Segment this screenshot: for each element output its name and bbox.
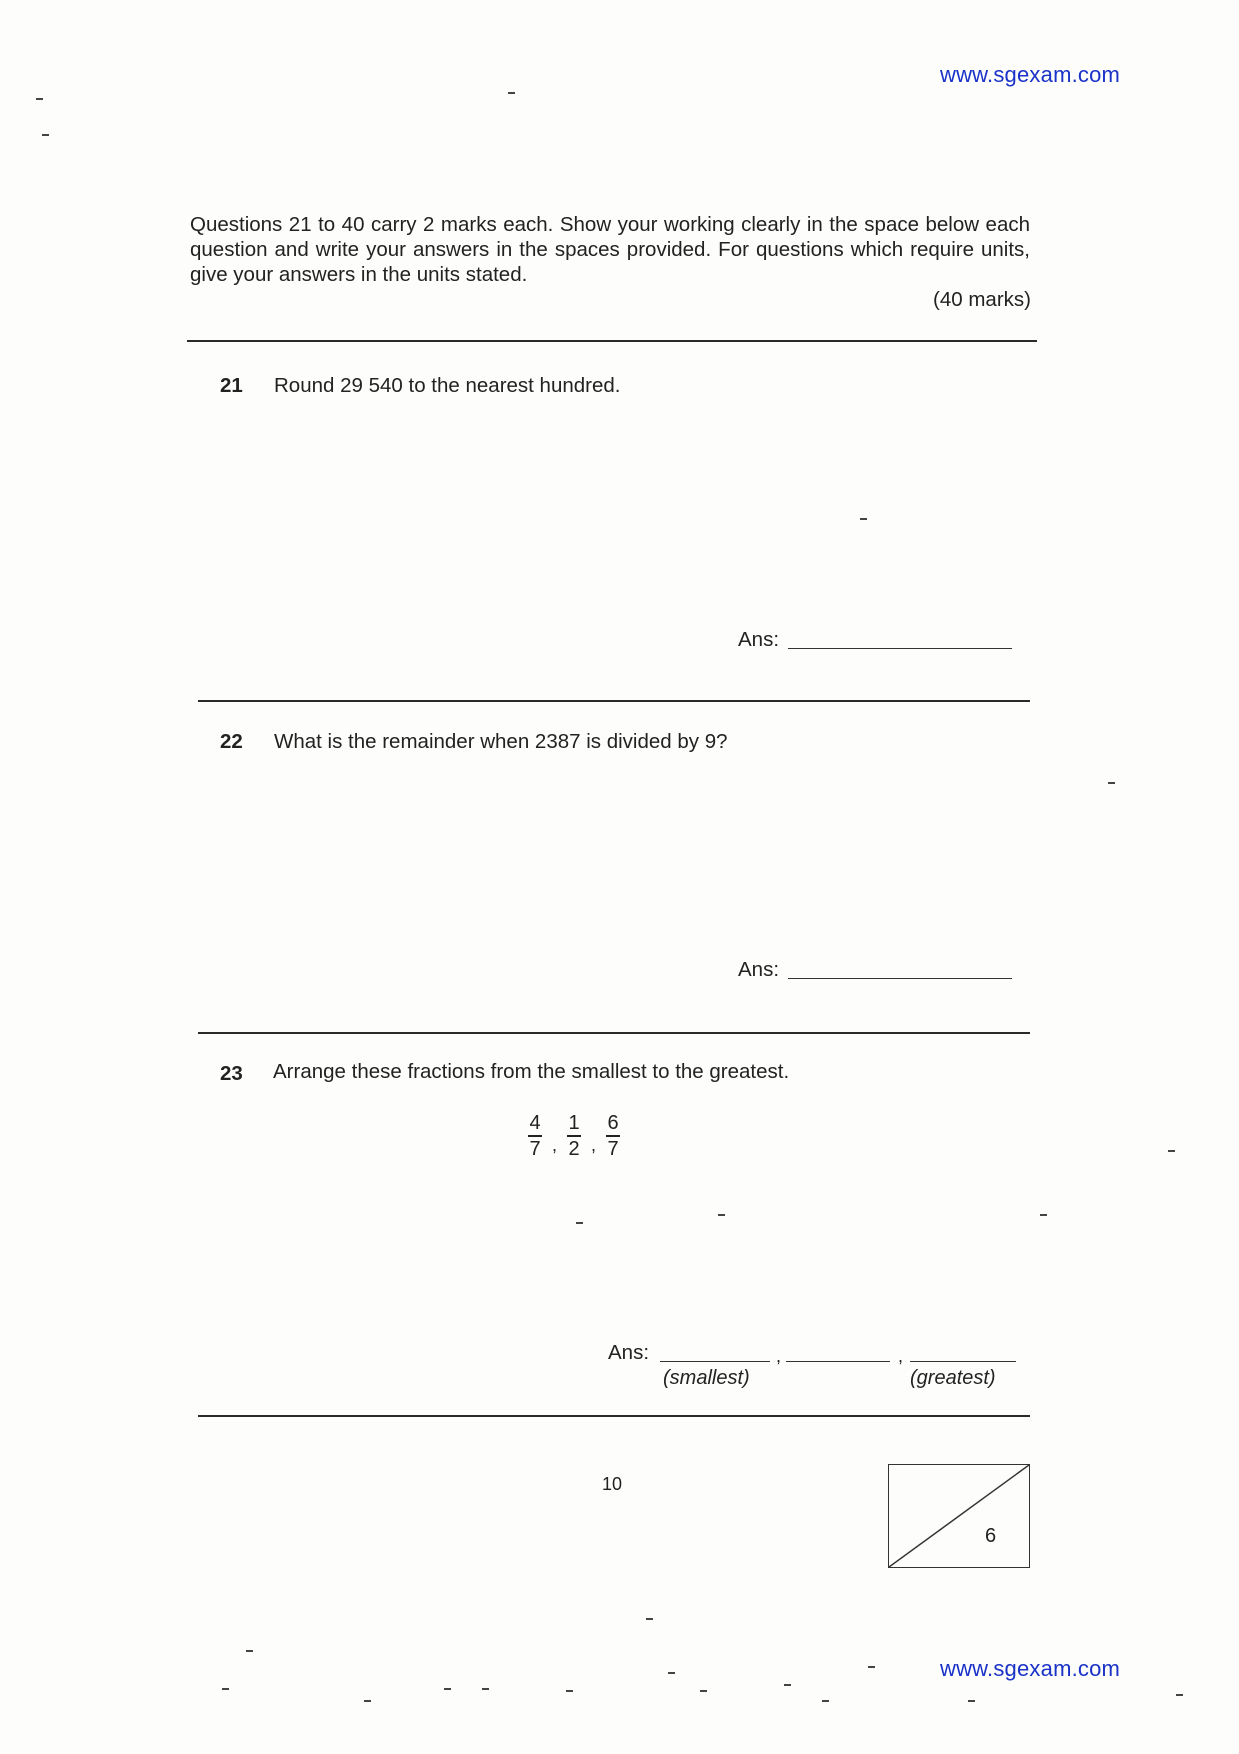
marks-box xyxy=(888,1464,1030,1568)
scan-speck xyxy=(482,1688,489,1690)
fraction xyxy=(567,1112,581,1160)
diagonal-line-icon xyxy=(889,1465,1029,1567)
answer-line[interactable] xyxy=(788,978,1012,979)
fraction-bar xyxy=(606,1135,620,1137)
separator: , xyxy=(776,1346,782,1366)
answer-line-smallest[interactable] xyxy=(660,1361,770,1362)
answer-label: Ans: xyxy=(738,958,780,981)
scan-speck xyxy=(1108,782,1115,784)
scan-speck xyxy=(718,1214,725,1216)
scan-speck xyxy=(42,134,49,136)
scan-speck xyxy=(968,1700,975,1702)
divider xyxy=(198,700,1030,702)
fraction-bar xyxy=(528,1135,542,1137)
scan-speck xyxy=(364,1700,371,1702)
greatest-label: (greatest) xyxy=(910,1367,996,1389)
question-text: What is the remainder when 2387 is divided by 9? xyxy=(274,730,728,753)
numerator: 4 xyxy=(529,1112,541,1134)
divider xyxy=(198,1032,1030,1034)
numerator: 6 xyxy=(607,1112,619,1134)
scan-speck xyxy=(508,92,515,94)
answer-label: Ans: xyxy=(608,1341,650,1364)
numerator: 1 xyxy=(568,1112,580,1134)
scan-speck xyxy=(444,1688,451,1690)
answer-line[interactable] xyxy=(788,648,1012,649)
divider xyxy=(198,1415,1030,1417)
scan-speck xyxy=(1168,1150,1175,1152)
scan-speck xyxy=(36,98,43,100)
fraction xyxy=(528,1112,542,1160)
question-text: Round 29 540 to the nearest hundred. xyxy=(274,374,621,397)
question-text: Arrange these fractions from the smallest to the greatest. xyxy=(273,1060,790,1083)
scan-speck xyxy=(868,1666,875,1668)
scan-speck xyxy=(566,1690,573,1692)
scan-speck xyxy=(700,1690,707,1692)
denominator: 2 xyxy=(568,1137,580,1160)
denominator: 7 xyxy=(529,1137,541,1160)
fraction-list xyxy=(528,1112,620,1160)
scan-speck xyxy=(1176,1694,1183,1696)
scan-speck xyxy=(1040,1214,1047,1216)
header-website-link[interactable]: www.sgexam.com xyxy=(940,62,1121,87)
question-number: 21 xyxy=(220,374,243,397)
scan-speck xyxy=(246,1650,253,1652)
fraction xyxy=(606,1112,620,1160)
separator: , xyxy=(552,1135,558,1156)
footer-website-link[interactable]: www.sgexam.com xyxy=(940,1656,1121,1681)
fraction-bar xyxy=(567,1135,581,1137)
divider xyxy=(187,340,1037,342)
scan-speck xyxy=(576,1222,583,1224)
separator: , xyxy=(591,1135,597,1156)
question-number: 23 xyxy=(220,1062,243,1085)
section-instructions: Questions 21 to 40 carry 2 marks each. Show your working clearly in the space below each question and write your answers in the spaces provided. For questions which require units, give your answers in the units stated. xyxy=(190,213,1030,286)
answer-line-middle[interactable] xyxy=(786,1361,890,1362)
section-total-marks: (40 marks) xyxy=(933,288,1031,311)
separator: , xyxy=(898,1346,904,1366)
scan-speck xyxy=(646,1618,653,1620)
scan-speck xyxy=(668,1672,675,1674)
smallest-label: (smallest) xyxy=(663,1367,750,1389)
page-number: 10 xyxy=(602,1474,623,1494)
scan-speck xyxy=(822,1700,829,1702)
denominator: 7 xyxy=(607,1137,619,1160)
scan-speck xyxy=(784,1684,791,1686)
scan-speck xyxy=(860,518,867,520)
scan-speck xyxy=(222,1688,229,1690)
answer-label: Ans: xyxy=(738,628,780,651)
question-number: 22 xyxy=(220,730,243,753)
marks-box-value: 6 xyxy=(985,1525,997,1547)
answer-line-greatest[interactable] xyxy=(910,1361,1016,1362)
